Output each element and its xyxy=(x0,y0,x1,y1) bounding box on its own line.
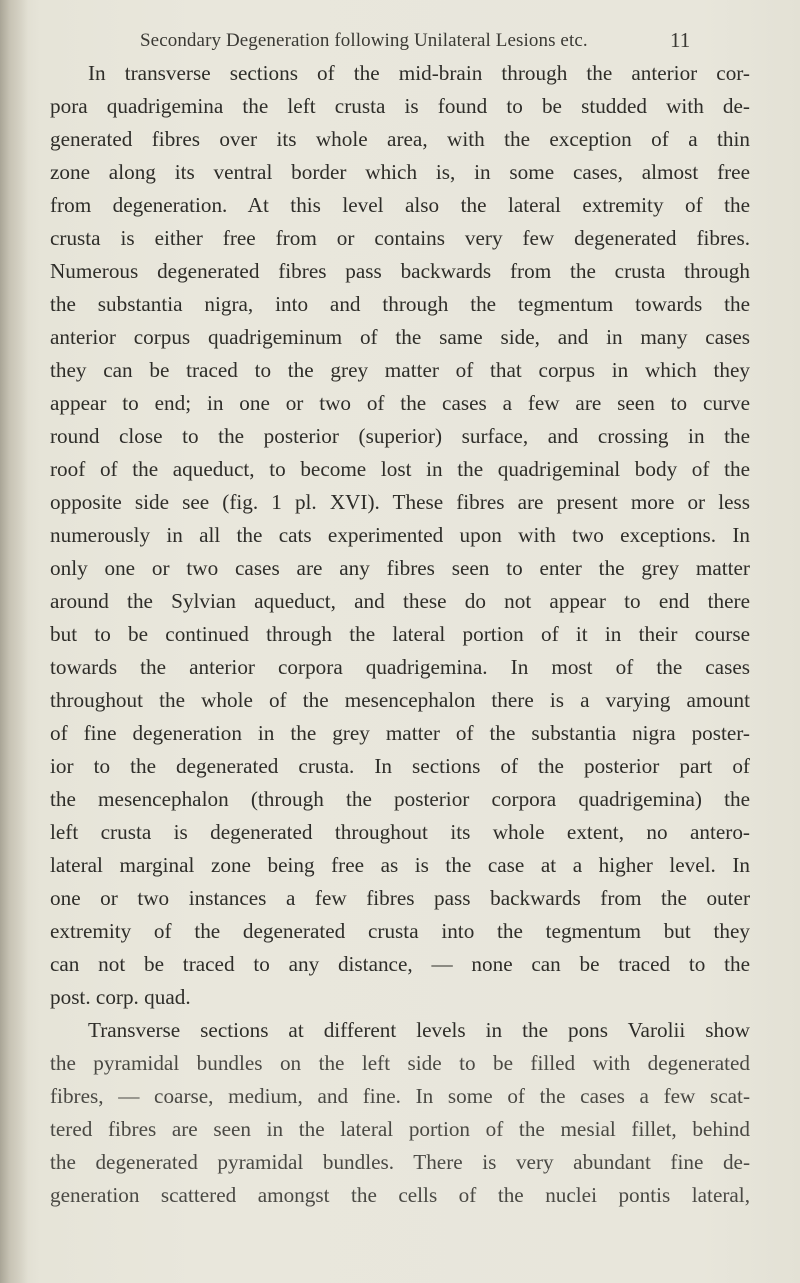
text-line: opposite side see (fig. 1 pl. XVI). These fibres are present more or less xyxy=(50,490,750,514)
text-line: zone along its ventral border which is, in some cases, almost free xyxy=(50,160,750,184)
text-line: lateral marginal zone being free as is the case at a higher level. In xyxy=(50,853,750,877)
text-line: extremity of the degenerated crusta into the tegmentum but they xyxy=(50,919,750,943)
text-line: tered fibres are seen in the lateral portion of the mesial fillet, behind xyxy=(50,1117,750,1141)
text-line: round close to the posterior (superior) surface, and crossing in the xyxy=(50,424,750,448)
text-line: Transverse sections at different levels in the pons Varolii show xyxy=(88,1018,750,1042)
page-number: 11 xyxy=(670,28,691,52)
text-line: only one or two cases are any fibres seen to enter the grey matter xyxy=(50,556,750,580)
text-line: appear to end; in one or two of the cases a few are seen to curve xyxy=(50,391,750,415)
text-line: the degenerated pyramidal bundles. There is very abundant fine de- xyxy=(50,1150,750,1174)
text-line: around the Sylvian aqueduct, and these do not appear to end there xyxy=(50,589,750,613)
binding-shadow xyxy=(0,0,28,1283)
text-line: towards the anterior corpora quadrigemina. In most of the cases xyxy=(50,655,750,679)
text-line: left crusta is degenerated throughout its whole extent, no antero- xyxy=(50,820,750,844)
text-line: ior to the degenerated crusta. In sections of the posterior part of xyxy=(50,754,750,778)
text-line: of fine degeneration in the grey matter of the substantia nigra poster- xyxy=(50,721,750,745)
text-line: from degeneration. At this level also the lateral extremity of the xyxy=(50,193,750,217)
text-line: fibres, — coarse, medium, and fine. In some of the cases a few scat- xyxy=(50,1084,750,1108)
text-line: generated fibres over its whole area, with the exception of a thin xyxy=(50,127,750,151)
text-line: pora quadrigemina the left crusta is found to be studded with de- xyxy=(50,94,750,118)
text-line: roof of the aqueduct, to become lost in the quadrigeminal body of the xyxy=(50,457,750,481)
text-line: the mesencephalon (through the posterior corpora quadrigemina) the xyxy=(50,787,750,811)
text-line: the substantia nigra, into and through the tegmentum towards the xyxy=(50,292,750,316)
text-line: generation scattered amongst the cells of the nuclei pontis lateral, xyxy=(50,1183,750,1207)
text-line: In transverse sections of the mid-brain through the anterior cor- xyxy=(88,61,750,85)
text-line: anterior corpus quadrigeminum of the same side, and in many cases xyxy=(50,325,750,349)
text-line: they can be traced to the grey matter of that corpus in which they xyxy=(50,358,750,382)
text-line: but to be continued through the lateral portion of it in their course xyxy=(50,622,750,646)
text-line: one or two instances a few fibres pass backwards from the outer xyxy=(50,886,750,910)
text-line: numerously in all the cats experimented upon with two exceptions. In xyxy=(50,523,750,547)
text-line: Numerous degenerated fibres pass backwards from the crusta through xyxy=(50,259,750,283)
text-line: throughout the whole of the mesencephalon there is a varying amount xyxy=(50,688,750,712)
running-title: Secondary Degeneration following Unilateral Lesions etc. xyxy=(140,30,588,51)
text-line: post. corp. quad. xyxy=(50,985,191,1009)
text-line: crusta is either free from or contains very few degenerated fibres. xyxy=(50,226,750,250)
text-line: can not be traced to any distance, — none can be traced to the xyxy=(50,952,750,976)
text-line: the pyramidal bundles on the left side to be filled with degenerated xyxy=(50,1051,750,1075)
